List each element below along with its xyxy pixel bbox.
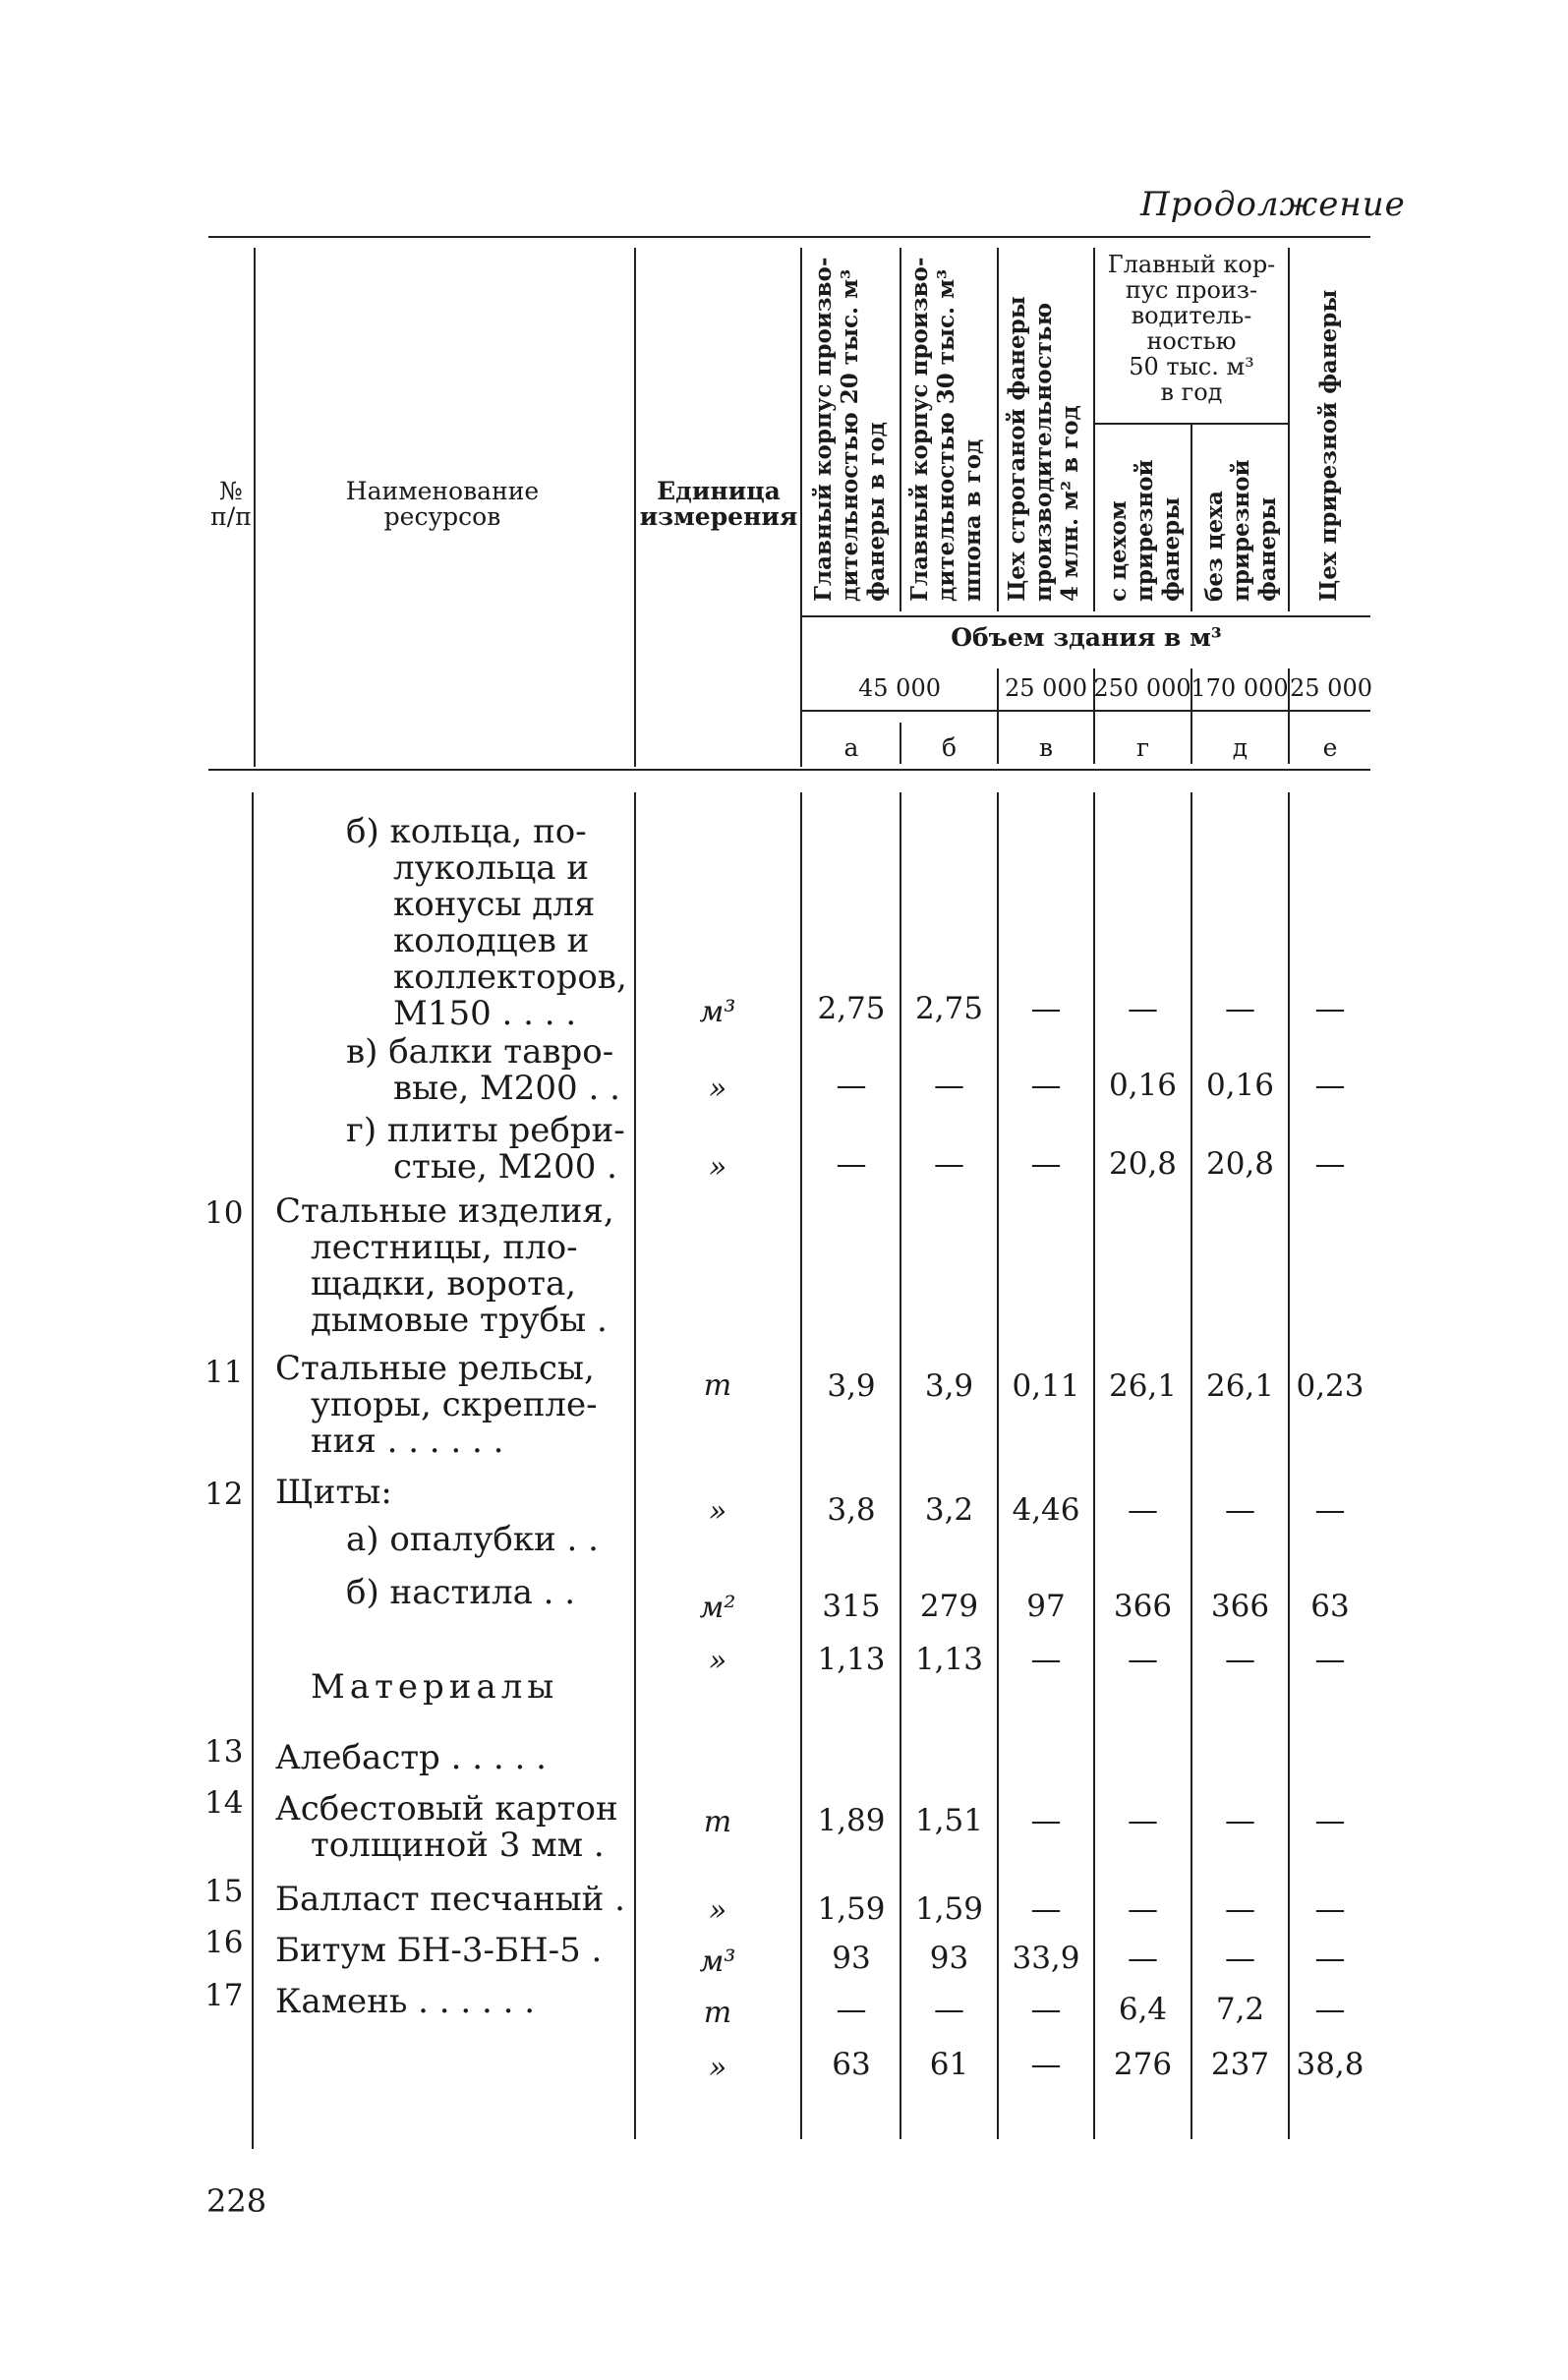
value-cell: — <box>934 1992 964 2027</box>
column-letter: а <box>843 733 859 762</box>
header-line: Главный корпус произво- <box>906 257 933 602</box>
header-line: пус произ- <box>1125 276 1258 304</box>
unit-cell: » <box>708 2051 727 2085</box>
volume-label: Объем здания в м³ <box>951 623 1222 652</box>
name-line: Щиты: <box>275 1473 392 1512</box>
name-line: Камень . . . . . . <box>275 1982 536 2021</box>
value-cell: 0,23 <box>1296 1368 1365 1404</box>
value-cell: — <box>1225 1891 1255 1927</box>
value-cell: 3,9 <box>827 1368 876 1404</box>
value-cell: 1,59 <box>914 1891 984 1927</box>
resource-name <box>346 1522 599 1558</box>
value-cell: 93 <box>832 1941 871 1976</box>
resource-name <box>275 1882 625 1918</box>
value-cell: — <box>1225 1803 1255 1838</box>
name-line: Стальные изделия, <box>275 1191 614 1231</box>
unit-cell: т <box>703 1368 732 1403</box>
value-cell: — <box>1225 1492 1255 1528</box>
value-cell: 0,16 <box>1205 1068 1275 1103</box>
value-cell: 20,8 <box>1108 1146 1178 1182</box>
header-line: водитель- <box>1131 302 1252 329</box>
value-cell: 4,46 <box>1012 1492 1080 1528</box>
header-divider <box>1288 248 1290 611</box>
value-cell: 0,16 <box>1108 1068 1178 1103</box>
unit-cell: » <box>708 1893 727 1928</box>
header-top-rule <box>208 236 1370 238</box>
header-divider <box>1191 425 1192 611</box>
value-cell: — <box>1314 1891 1346 1927</box>
name-line: а) опалубки . . <box>346 1520 599 1559</box>
unit-cell: м² <box>699 1591 736 1625</box>
value-cell: — <box>1030 1068 1062 1103</box>
header-line: № <box>219 477 243 505</box>
column-letter: в <box>1038 733 1054 762</box>
row-number: 11 <box>204 1355 244 1390</box>
value-cell: — <box>1314 1068 1346 1103</box>
value-cell: 0,11 <box>1012 1368 1080 1404</box>
value-cell: 38,8 <box>1296 2047 1365 2082</box>
page-number: 228 <box>206 2182 267 2220</box>
col-g-header <box>1105 459 1185 602</box>
value-cell: — <box>1030 1992 1062 2027</box>
unit-cell: т <box>703 1996 732 2030</box>
header-line: в год <box>1160 378 1223 406</box>
header-divider <box>997 248 999 611</box>
header-line: 4 млн. м² в год <box>1057 405 1083 602</box>
value-cell: 276 <box>1113 2047 1173 2082</box>
header-line: прирезной <box>1132 459 1158 602</box>
header-line: фанеры <box>1254 496 1281 602</box>
body-divider <box>252 792 254 2149</box>
resource-name <box>275 1475 392 1511</box>
value-cell: — <box>1314 1941 1346 1976</box>
name-line: колодцев и <box>393 921 590 960</box>
unit-cell: » <box>708 1644 727 1678</box>
value-cell: 366 <box>1210 1589 1270 1624</box>
header-line: без цеха <box>1201 491 1228 602</box>
volume-value: 25 000 <box>1005 674 1087 702</box>
name-line: ния . . . . . . <box>311 1422 504 1461</box>
resource-name <box>275 1351 598 1460</box>
header-line: дительностью 30 тыс. м³ <box>933 268 959 602</box>
value-cell: — <box>1314 1642 1346 1677</box>
value-cell: 3,2 <box>924 1492 974 1528</box>
value-cell: — <box>1314 1146 1346 1182</box>
value-cell: 3,8 <box>827 1492 876 1528</box>
value-cell: — <box>1128 1492 1158 1528</box>
value-cell: 3,9 <box>924 1368 974 1404</box>
header-bottom-rule <box>208 769 1370 771</box>
value-cell: 33,9 <box>1012 1941 1080 1976</box>
unit-cell: м³ <box>699 1945 736 1979</box>
value-cell: 1,89 <box>817 1803 886 1838</box>
name-line: лестницы, пло- <box>311 1228 578 1267</box>
value-cell: 315 <box>822 1589 881 1624</box>
header-line: шпона в год <box>959 438 986 602</box>
value-cell: — <box>1225 991 1255 1026</box>
row-number: 16 <box>204 1925 244 1960</box>
body-divider <box>800 792 802 2139</box>
value-cell: 279 <box>919 1589 979 1624</box>
col-unit-header <box>639 479 798 530</box>
name-line: вые, М200 . . <box>393 1069 620 1108</box>
unit-cell: м³ <box>699 995 736 1029</box>
resource-name <box>346 814 627 1032</box>
value-cell: — <box>1030 1891 1062 1927</box>
name-line: в) балки тавро- <box>346 1032 614 1072</box>
header-divider <box>900 248 901 611</box>
value-cell: — <box>1030 1803 1062 1838</box>
resource-name <box>275 1984 535 2020</box>
value-cell: — <box>1128 1642 1158 1677</box>
name-line: г) плиты ребри- <box>346 1111 625 1150</box>
column-letter: д <box>1232 733 1249 762</box>
value-cell: 1,51 <box>914 1803 984 1838</box>
header-line: фанеры <box>1158 496 1185 602</box>
name-line: Битум БН-3-БН-5 . <box>275 1931 603 1970</box>
value-cell: 7,2 <box>1215 1992 1265 2027</box>
name-line: Асбестовый картон <box>275 1789 618 1829</box>
value-cell: 1,13 <box>817 1642 886 1677</box>
value-cell: — <box>1128 1891 1158 1927</box>
row-number: 13 <box>204 1734 244 1770</box>
value-cell: — <box>836 1992 867 2027</box>
header-line: прирезной <box>1228 459 1254 602</box>
column-letter: б <box>941 733 958 762</box>
resource-name <box>346 1575 575 1611</box>
resource-name <box>275 1933 602 1969</box>
resource-name <box>275 1791 618 1864</box>
unit-cell: т <box>703 1805 732 1839</box>
column-letter: г <box>1135 733 1150 762</box>
group-gd-header <box>1095 252 1288 405</box>
header-line: Цех строганой фанеры <box>1004 296 1030 602</box>
value-cell: — <box>1030 991 1062 1026</box>
name-line: Балласт песчаный . <box>275 1880 625 1919</box>
volume-value: 250 000 <box>1093 674 1191 702</box>
header-line: 50 тыс. м³ <box>1129 353 1254 380</box>
name-line: б) кольца, по- <box>346 812 587 851</box>
column-letter: е <box>1322 733 1338 762</box>
unit-cell: » <box>708 1494 727 1529</box>
value-cell: 366 <box>1113 1589 1173 1624</box>
value-cell: 97 <box>1026 1589 1066 1624</box>
value-cell: 63 <box>832 2047 871 2082</box>
row-number: 17 <box>204 1978 244 2013</box>
value-cell: 26,1 <box>1108 1368 1178 1404</box>
name-line: Алебастр . . . . . <box>275 1738 547 1777</box>
header-line: измерения <box>639 502 798 531</box>
name-line: толщиной 3 мм . <box>311 1826 605 1865</box>
value-cell: — <box>1314 1992 1346 2027</box>
header-line: ресурсов <box>383 502 501 531</box>
value-cell: — <box>1128 1803 1158 1838</box>
col-a-header <box>810 258 890 602</box>
value-cell: — <box>1030 2047 1062 2082</box>
header-line: Наименование <box>345 477 540 505</box>
name-line: б) настила . . <box>346 1573 576 1612</box>
value-cell: — <box>1128 1941 1158 1976</box>
resource-name <box>346 1113 625 1186</box>
volume-rule-bottom <box>801 710 1370 712</box>
value-cell: 93 <box>929 1941 969 1976</box>
name-line: дымовые трубы . <box>311 1301 608 1340</box>
header-divider <box>634 248 636 767</box>
name-line: упоры, скрепле- <box>311 1385 598 1424</box>
header-line: ностью <box>1146 327 1237 355</box>
value-cell: 1,59 <box>817 1891 886 1927</box>
value-cell: 26,1 <box>1205 1368 1275 1404</box>
col-number-header <box>187 479 275 530</box>
name-line: коллекторов, <box>393 958 627 997</box>
value-cell: — <box>1314 991 1346 1026</box>
col-b-header <box>906 258 986 602</box>
header-line: с цехом <box>1105 500 1132 602</box>
value-cell: — <box>1030 1146 1062 1182</box>
col-e-header <box>1315 290 1342 602</box>
volume-rule-top <box>801 615 1370 617</box>
name-line: щадки, ворота, <box>311 1264 577 1304</box>
name-line: лукольца и <box>393 848 590 888</box>
header-divider <box>800 248 802 767</box>
value-cell: — <box>836 1068 867 1103</box>
resource-name <box>275 1740 547 1776</box>
header-line: Цех прирезной фанеры <box>1315 289 1342 602</box>
unit-cell: » <box>708 1150 727 1185</box>
value-cell: — <box>836 1146 867 1182</box>
volume-value: 25 000 <box>1290 674 1372 702</box>
value-cell: — <box>1030 1642 1062 1677</box>
row-number: 15 <box>204 1874 244 1909</box>
value-cell: 2,75 <box>817 991 886 1026</box>
name-line: М150 . . . . <box>393 994 577 1033</box>
col-d-header <box>1201 459 1281 602</box>
header-line: п/п <box>210 502 252 531</box>
value-cell: — <box>1314 1492 1346 1528</box>
col-name-header <box>295 479 590 530</box>
name-line: Стальные рельсы, <box>275 1349 595 1388</box>
body-divider <box>634 792 636 2139</box>
value-cell: — <box>934 1068 964 1103</box>
row-number: 12 <box>204 1477 244 1512</box>
value-cell: 1,13 <box>914 1642 984 1677</box>
col-c-header <box>1004 296 1083 602</box>
name-line: конусы для <box>393 885 596 924</box>
unit-cell: » <box>708 1072 727 1106</box>
value-cell: 61 <box>929 2047 969 2082</box>
value-cell: 20,8 <box>1205 1146 1275 1182</box>
header-line: дительностью 20 тыс. м³ <box>837 268 863 602</box>
value-cell: — <box>1225 1941 1255 1976</box>
header-line: Единица <box>657 477 781 505</box>
name-line: стые, М200 . <box>393 1147 617 1187</box>
resource-name <box>346 1034 620 1107</box>
value-cell: — <box>934 1146 964 1182</box>
header-line: Главный корпус произво- <box>810 257 837 602</box>
value-cell: 237 <box>1210 2047 1270 2082</box>
resource-name <box>275 1193 614 1339</box>
continuation-label: Продолжение <box>1140 185 1406 224</box>
volume-value: 170 000 <box>1191 674 1289 702</box>
header-line: Главный кор- <box>1107 251 1276 278</box>
value-cell: — <box>1314 1803 1346 1838</box>
row-number: 14 <box>204 1785 244 1821</box>
volume-value: 45 000 <box>858 674 941 702</box>
row-number: 10 <box>204 1195 244 1231</box>
value-cell: — <box>1128 991 1158 1026</box>
value-cell: 2,75 <box>914 991 984 1026</box>
value-cell: 63 <box>1310 1589 1350 1624</box>
value-cell: 6,4 <box>1118 1992 1168 2027</box>
header-line: фанеры в год <box>863 421 890 602</box>
section-heading: Материалы <box>311 1667 559 1707</box>
value-cell: — <box>1225 1642 1255 1677</box>
header-line: производительностью <box>1030 302 1057 602</box>
